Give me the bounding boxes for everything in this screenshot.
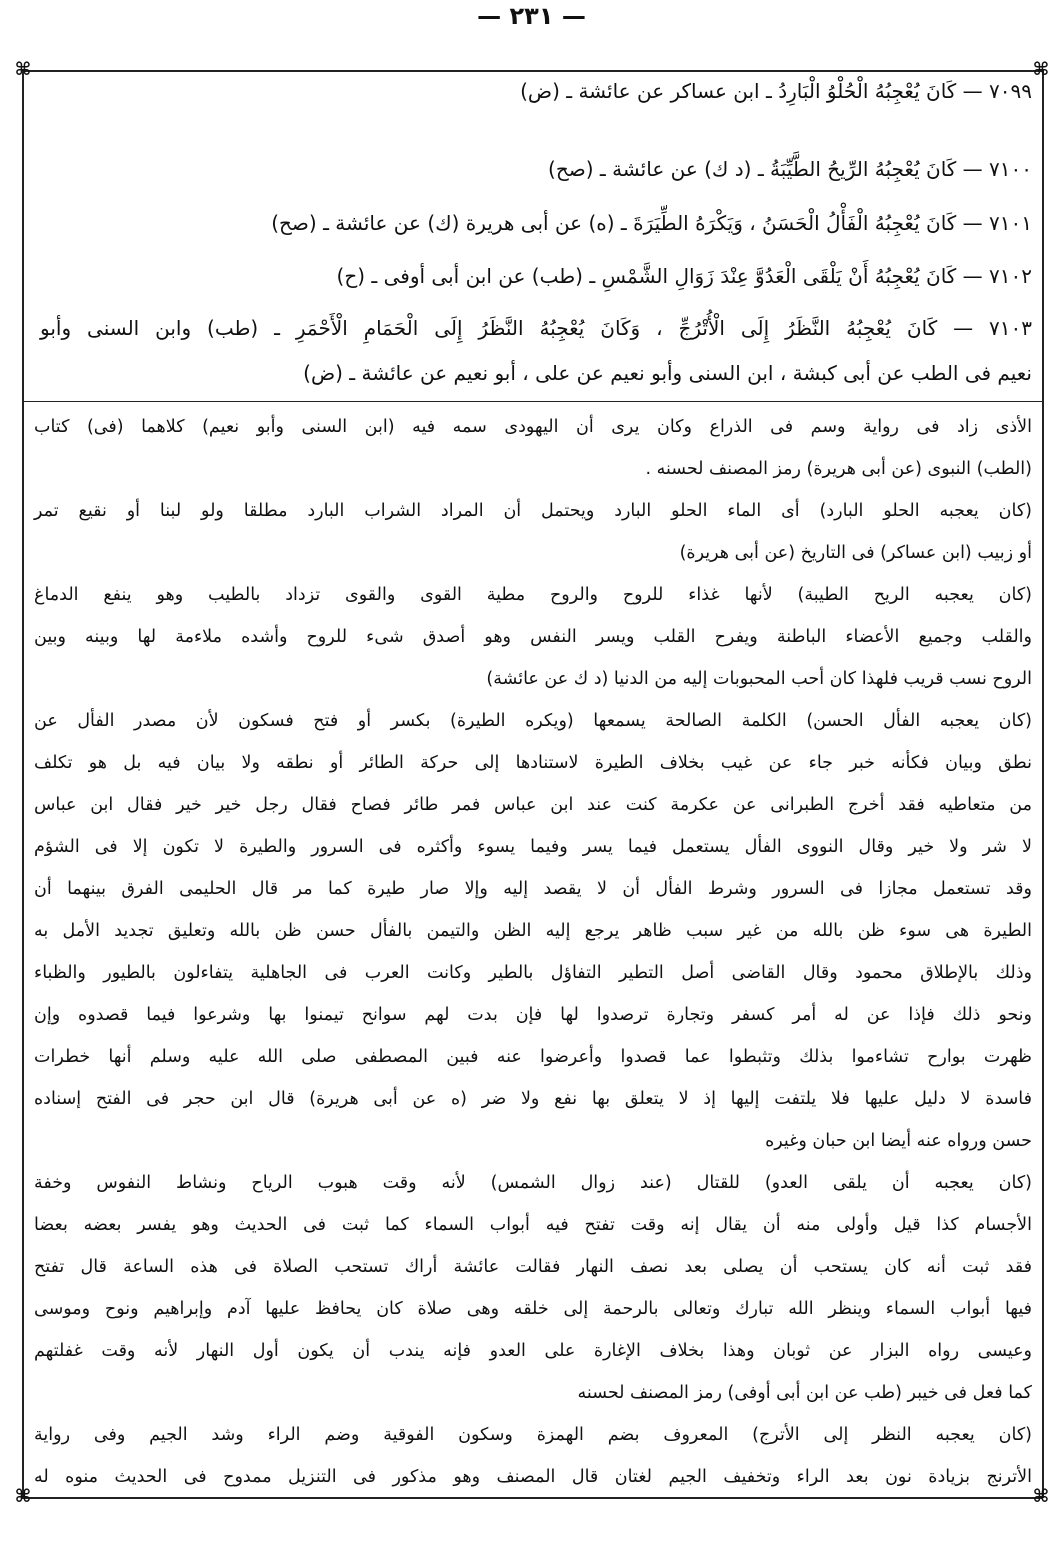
commentary-line: الطيرة هى سوء ظن بالله من غير سبب ظاهر يرجع إليه الظن والتيمن بالفأل حسن ظن بالله وتعليق تجديد الأمل به	[34, 921, 1032, 941]
corner-ornament-icon: ⌘	[1032, 1486, 1050, 1507]
commentary-line: حسن ورواه عنه أيضا ابن حبان وغيره	[765, 1131, 1032, 1151]
commentary-line: والقلب وجميع الأعضاء الباطنة ويفرح القلب ويسر النفس وهو أصدق شىء للروح وأشده ملاءمة لها وبينه وبين	[34, 627, 1032, 647]
commentary-line: (كان يعجبه النظر إلى الأترج) المعروف بضم الهمزة وسكون الفوقية وضم الراء وشد الجيم وفى رواية	[34, 1425, 1032, 1445]
commentary-line: الأترنج بزيادة نون بعد الراء وتخفيف الجيم لغتان قال المصنف وهو مذكور فى التنزيل ممدوح فى الحديث منوه له	[34, 1467, 1032, 1487]
commentary-line: الأذى زاد فى رواية وسم فى الذراع وكان يرى أن اليهودى سمه فيه (ابن السنى وأبو نعيم) كلاهما (فى) كتاب	[34, 417, 1032, 437]
commentary-line: وقد تستعمل مجازا فى السرور وشرط الفأل أن لا يقصد إليه وإلا صار طيرة كما مر قال الحليمى الفرق بينهما أن	[34, 879, 1032, 899]
commentary-line: فيها أبواب السماء وينظر الله تبارك وتعالى بالرحمة إلى خلقه وهى صلاة كان يحافظ عليها آدم وإبراهيم ونوح وموسى	[34, 1299, 1032, 1319]
corner-ornament-icon: ⌘	[1032, 59, 1050, 80]
commentary-line: (كان يعجبه أن يلقى العدو) للقتال (عند زوال الشمس) لأنه وقت هبوب الرياح ونشاط النفوس وخفة	[34, 1173, 1032, 1193]
commentary-line: وعيسى رواه البزار عن ثوبان وهذا بخلاف الإغارة على العدو فإنه يندب أن يكون أول النهار لأنه وقت غفلتهم	[34, 1341, 1032, 1361]
commentary-line: نطق وبيان فكأنه خبر جاء عن غيب بخلاف الطيرة لاستنادها إلى حركة الطائر أو نطقه ولا بيان فيه بل هو تكلف	[34, 753, 1032, 773]
commentary-line: أو زبيب (ابن عساكر) فى التاريخ (عن أبى هريرة)	[679, 543, 1032, 563]
hadith-entry-7101: ٧١٠١ — كَانَ يُعْجِبُهُ الْفَأْلُ الْحَسَنُ ، وَيَكْرَهُ الطِّيَرَةَ ـ (ه) عن أبى هريرة (ك) عن عائشة ـ (صح)	[271, 211, 1032, 235]
hadith-entry-7100: ٧١٠٠ — كَانَ يُعْجِبُهُ الرِّيحُ الطَّيِّبَةُ ـ (د ك) عن عائشة ـ (صح)	[548, 157, 1032, 181]
commentary-line: ظهرت بوارح تشاءموا بذلك وتثبطوا عما قصدوا وأعرضوا عنه فبين المصطفى صلى الله عليه وسلم أنها خطرات	[34, 1047, 1032, 1067]
corner-ornament-icon: ⌘	[14, 59, 32, 80]
commentary-line: وذلك بالإطلاق محمود وقال القاضى أصل التطير التفاؤل بالطير وكانت العرب فى الجاهلية يتفاءلون بالطيور والظباء	[34, 963, 1032, 983]
page-number: — ٢٣١ —	[477, 2, 586, 30]
commentary-line: الروح نسب قريب فلهذا كان أحب المحبوبات إليه من الدنيا (د ك عن عائشة)	[486, 669, 1032, 689]
commentary-line: فقد ثبت أنه كان يستحب أن يصلى بعد نصف النهار فقالت عائشة أراك تستحب الصلاة فى هذه الساعة قال تفتح	[34, 1257, 1032, 1277]
commentary-line: (كان يعجبه الفأل الحسن) الكلمة الصالحة يسمعها (ويكره الطيرة) بكسر أو فتح فسكون لأن مصدر الفأل عن	[34, 711, 1032, 731]
commentary-line: كما فعل فى خيبر (طب عن ابن أبى أوفى) رمز المصنف لحسنه	[577, 1383, 1032, 1403]
commentary-line: (كان يعجبه الحلو البارد) أى الماء الحلو البارد ويحتمل أن المراد الشراب البارد مطلقا ولو لبنا أو نقيع تمر	[34, 501, 1032, 521]
hadith-entries	[40, 0, 1032, 400]
hadith-entry-7103-continued: نعيم فى الطب عن أبى كبشة ، ابن السنى وأبو نعيم عن على ، أبو نعيم عن عائشة ـ (ض)	[303, 361, 1032, 385]
commentary-line: فاسدة لا دليل عليها فلا يلتفت إليها إذ لا يتعلق بها نفع ولا ضر (ه عن أبى هريرة) قال ابن حجر فى الفتح إسناده	[34, 1089, 1032, 1109]
commentary-line: ونحو ذلك فإذا عن له أمر كسفر وتجارة ترصدوا لها فإن بدت لهم سوانح تيمنوا بها وشرعوا فيما قصدوه وإن	[34, 1005, 1032, 1025]
commentary-line: (كان يعجبه الريح الطيبة) لأنها غذاء للروح والروح مطية القوى والقوى تزداد بالطيب وهو ينفع الدماغ	[34, 585, 1032, 605]
hadith-entry-7099: ٧٠٩٩ — كَانَ يُعْجِبُهُ الْحُلْوُ الْبَارِدُ ـ ابن عساكر عن عائشة ـ (ض)	[520, 79, 1032, 103]
commentary-line: من متعاطيه فقد أخرج الطبرانى عن عكرمة كنت عند ابن عباس فمر طائر فصاح فقال رجل خير خير فقال ابن عباس	[34, 795, 1032, 815]
commentary-line: (الطب) النبوى (عن أبى هريرة) رمز المصنف لحسنه .	[645, 459, 1032, 479]
corner-ornament-icon: ⌘	[14, 1486, 32, 1507]
commentary	[34, 410, 1032, 1502]
section-divider	[22, 401, 1042, 402]
hadith-entry-7103: ٧١٠٣ — كَانَ يُعْجِبُهُ النَّظَرُ إِلَى الْأُتْرُجِّ ، وَكَانَ يُعْجِبُهُ النَّظَرُ إِلَى الْحَمَامِ الْأَحْمَرِ ـ (طب) وابن السنى وأبو	[40, 316, 1032, 340]
commentary-line: لا شر ولا خير وقال النووى الفأل يستعمل فيما يسر وفيما يسوء وأكثره فى السرور والطيرة لا تكون إلا فى الشؤم	[34, 837, 1032, 857]
hadith-entry-7102: ٧١٠٢ — كَانَ يُعْجِبُهُ أَنْ يَلْقَى الْعَدُوَّ عِنْدَ زَوَالِ الشَّمْسِ ـ (طب) عن ابن أبى أوفى ـ (ح)	[336, 264, 1032, 288]
commentary-line: الأجسام كذا قيل وأولى منه أن يقال إنه وقت تفتح فيه أبواب السماء كما ثبت فى الحديث وهو يفسر بعضه بعضا	[34, 1215, 1032, 1235]
